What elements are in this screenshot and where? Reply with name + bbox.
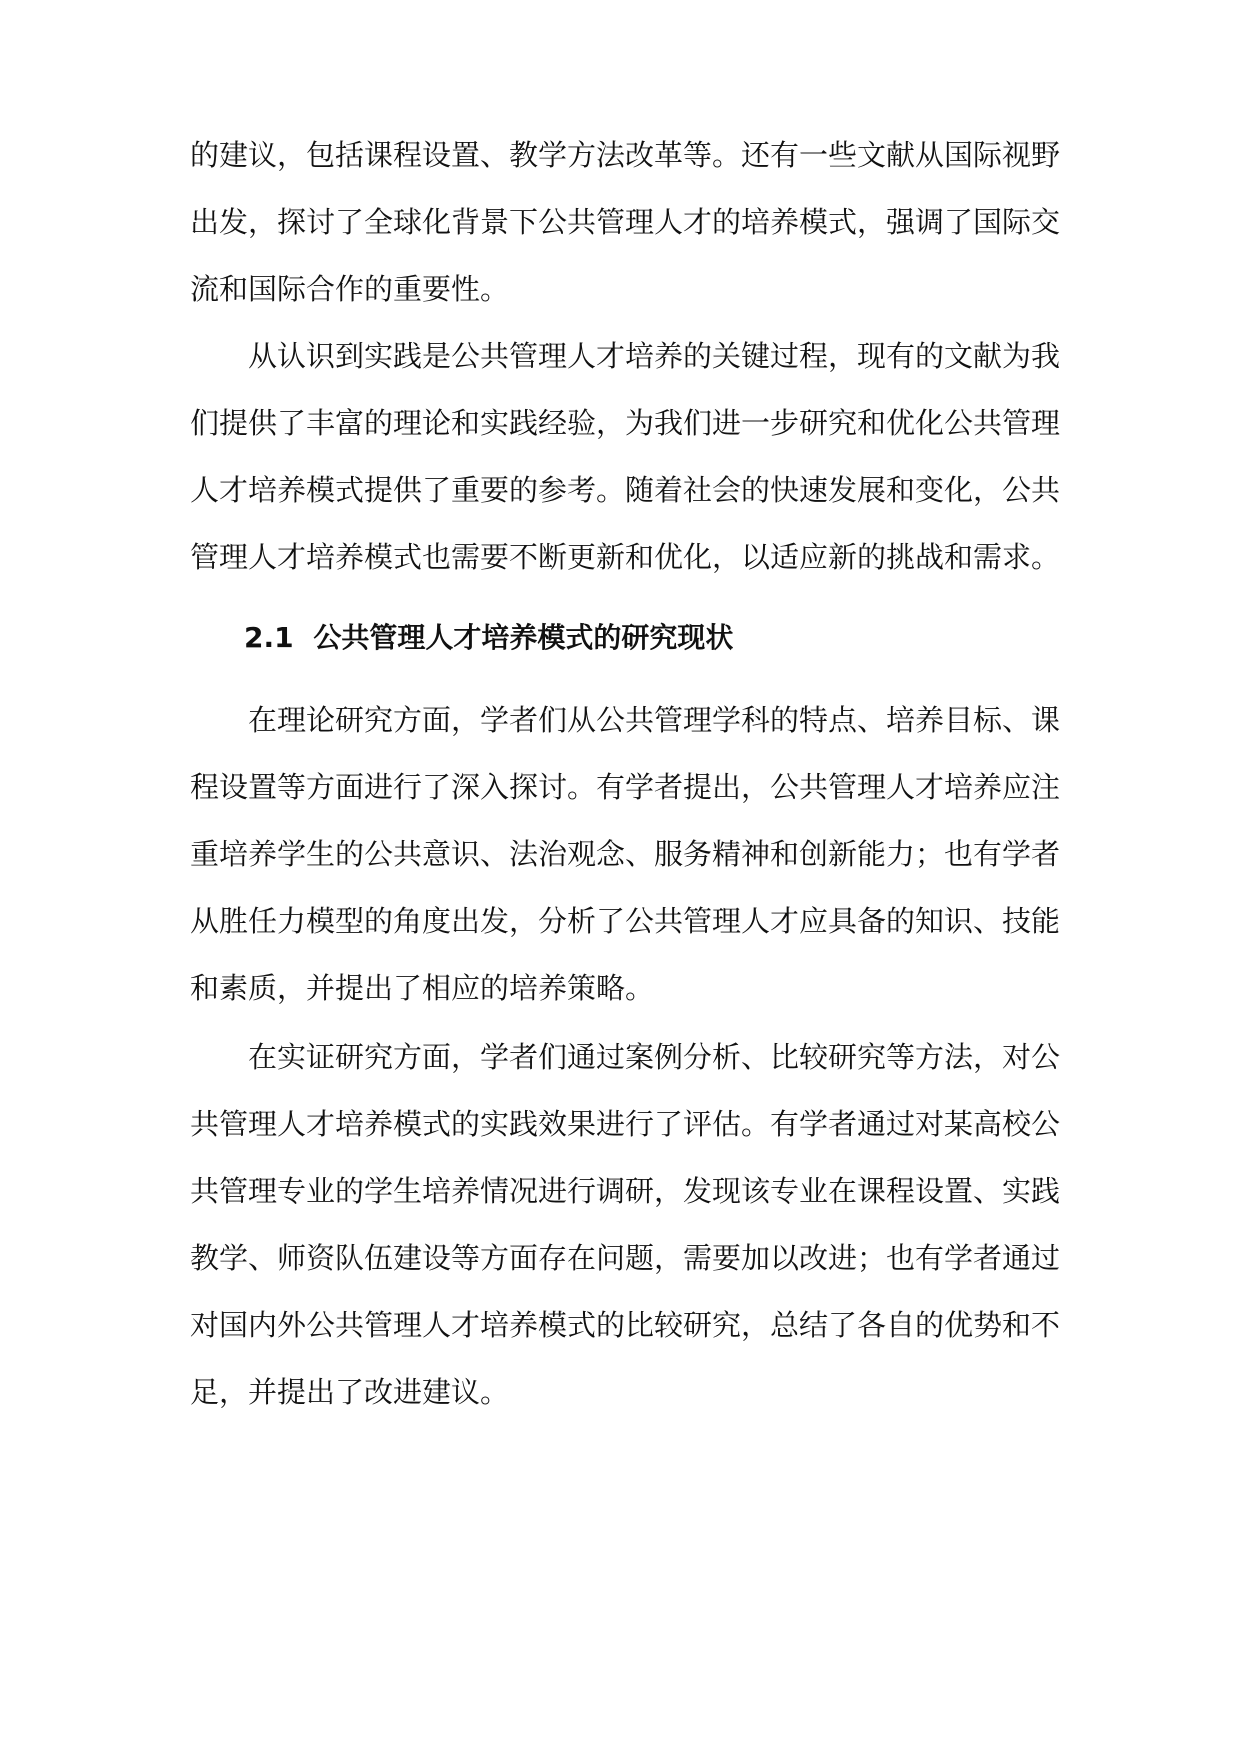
section-number: 2.1 (244, 621, 294, 654)
paragraph-line: 出发，探讨了全球化背景下公共管理人才的培养模式，强调了国际交 (190, 205, 1061, 239)
paragraph-line: 重培养学生的公共意识、法治观念、服务精神和创新能力；也有学者 (190, 837, 1061, 871)
paragraph-first-line: 在理论研究方面，学者们从公共管理学科的特点、培养目标、课 (248, 703, 1061, 737)
paragraph-line: 从胜任力模型的角度出发，分析了公共管理人才应具备的知识、技能 (190, 904, 1061, 938)
paragraph-first-line: 从认识到实践是公共管理人才培养的关键过程，现有的文献为我 (248, 339, 1061, 373)
paragraph-line: 对国内外公共管理人才培养模式的比较研究，总结了各自的优势和不 (190, 1308, 1061, 1342)
paragraph-first-line: 在实证研究方面，学者们通过案例分析、比较研究等方法，对公 (248, 1040, 1061, 1074)
section-title: 公共管理人才培养模式的研究现状 (313, 621, 734, 654)
paragraph-line: 共管理专业的学生培养情况进行调研，发现该专业在课程设置、实践 (190, 1174, 1061, 1208)
paragraph-line: 们提供了丰富的理论和实践经验，为我们进一步研究和优化公共管理 (190, 406, 1061, 440)
section-heading (244, 618, 944, 658)
paragraph-line: 的建议，包括课程设置、教学方法改革等。还有一些文献从国际视野 (190, 138, 1061, 172)
paragraph-line: 教学、师资队伍建设等方面存在问题，需要加以改进；也有学者通过 (190, 1241, 1061, 1275)
paragraph-line: 共管理人才培养模式的实践效果进行了评估。有学者通过对某高校公 (190, 1107, 1061, 1141)
paragraph-line: 程设置等方面进行了深入探讨。有学者提出，公共管理人才培养应注 (190, 770, 1061, 804)
paragraph-line: 足，并提出了改进建议。 (190, 1375, 510, 1409)
paragraph-line: 管理人才培养模式也需要不断更新和优化，以适应新的挑战和需求。 (190, 540, 1061, 574)
paragraph-line: 流和国际合作的重要性。 (190, 272, 510, 306)
paragraph-line: 人才培养模式提供了重要的参考。随着社会的快速发展和变化，公共 (190, 473, 1061, 507)
paragraph-line: 和素质，并提出了相应的培养策略。 (190, 971, 655, 1005)
